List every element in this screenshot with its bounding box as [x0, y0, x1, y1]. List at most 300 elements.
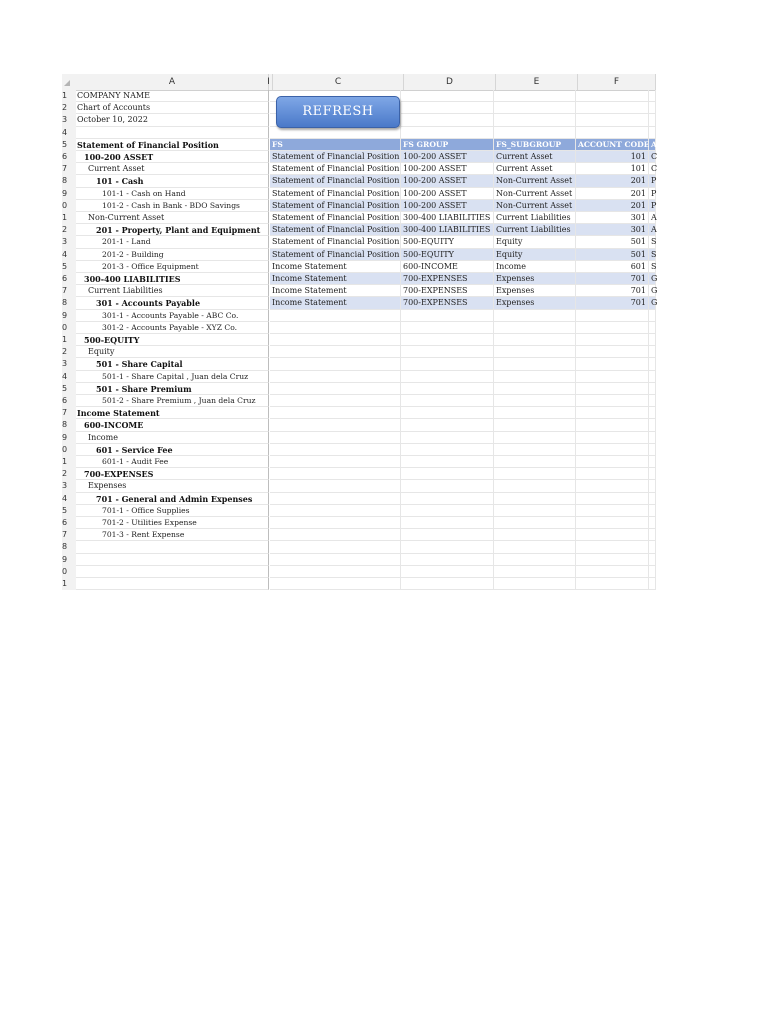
empty-cell[interactable]	[494, 322, 576, 334]
empty-cell[interactable]	[576, 554, 649, 566]
empty-cell[interactable]	[270, 554, 401, 566]
table-cell[interactable]: Expenses	[494, 285, 576, 297]
cell-a[interactable]: Non-Current Asset	[76, 212, 269, 224]
row-number[interactable]: 5	[62, 261, 76, 273]
cell-a[interactable]	[76, 541, 269, 553]
empty-cell[interactable]	[494, 114, 576, 126]
table-cell[interactable]: Non-Current Asset	[494, 175, 576, 187]
table-cell[interactable]: A	[649, 212, 656, 224]
cell-a[interactable]: Equity	[76, 346, 269, 358]
empty-cell[interactable]	[494, 456, 576, 468]
table-cell[interactable]: 100-200 ASSET	[401, 163, 494, 175]
cell-a[interactable]: 201-1 - Land	[76, 236, 269, 248]
row-number[interactable]: 2	[62, 468, 76, 480]
table-cell[interactable]: 100-200 ASSET	[401, 188, 494, 200]
cell-a[interactable]: Income Statement	[76, 407, 269, 419]
cell-a[interactable]	[76, 566, 269, 578]
table-cell[interactable]: 701	[576, 297, 649, 309]
row-number[interactable]: 7	[62, 407, 76, 419]
column-header-b[interactable]: I	[265, 74, 273, 90]
cell-a[interactable]: 201-3 - Office Equipment	[76, 261, 269, 273]
row-number[interactable]: 7	[62, 529, 76, 541]
cell-a[interactable]: 601 - Service Fee	[76, 444, 269, 456]
table-cell[interactable]: 501	[576, 249, 649, 261]
table-cell[interactable]: 101	[576, 163, 649, 175]
empty-cell[interactable]	[494, 493, 576, 505]
table-cell[interactable]: Current Liabilities	[494, 212, 576, 224]
row-number[interactable]: 5	[62, 505, 76, 517]
cell-a[interactable]: 101-1 - Cash on Hand	[76, 188, 269, 200]
cell-a[interactable]: Current Liabilities	[76, 285, 269, 297]
empty-cell[interactable]	[270, 419, 401, 431]
table-cell[interactable]: Income	[494, 261, 576, 273]
empty-cell[interactable]	[649, 432, 656, 444]
table-cell[interactable]: P	[649, 175, 656, 187]
sheet-row	[62, 212, 656, 224]
sheet-row	[62, 456, 656, 468]
cell-a[interactable]: Chart of Accounts	[76, 102, 269, 114]
table-cell[interactable]: P	[649, 188, 656, 200]
cell-a[interactable]: 101 - Cash	[76, 175, 269, 187]
empty-cell[interactable]	[649, 505, 656, 517]
cell-a[interactable]: Income	[76, 432, 269, 444]
table-cell[interactable]: 700-EXPENSES	[401, 297, 494, 309]
table-cell[interactable]: Statement of Financial Position	[270, 236, 401, 248]
empty-cell[interactable]	[494, 310, 576, 322]
empty-cell[interactable]	[270, 432, 401, 444]
cell-a[interactable]: 201 - Property, Plant and Equipment	[76, 224, 269, 236]
empty-cell[interactable]	[576, 529, 649, 541]
row-number[interactable]: 6	[62, 273, 76, 285]
row-number[interactable]: 8	[62, 175, 76, 187]
table-cell[interactable]: Income Statement	[270, 261, 401, 273]
empty-cell[interactable]	[649, 395, 656, 407]
table-cell[interactable]: G	[649, 297, 656, 309]
table-cell[interactable]: 700-EXPENSES	[401, 273, 494, 285]
empty-cell[interactable]	[576, 541, 649, 553]
row-number[interactable]: 0	[62, 444, 76, 456]
empty-cell[interactable]	[270, 395, 401, 407]
empty-cell[interactable]	[649, 127, 656, 139]
row-number[interactable]: 4	[62, 493, 76, 505]
empty-cell[interactable]	[494, 371, 576, 383]
row-number[interactable]: 9	[62, 432, 76, 444]
cell-a[interactable]: 501-1 - Share Capital , Juan dela Cruz	[76, 371, 269, 383]
sheet-row	[62, 285, 656, 297]
table-cell[interactable]: S	[649, 261, 656, 273]
row-number[interactable]: 3	[62, 114, 76, 126]
empty-cell[interactable]	[401, 468, 494, 480]
table-cell[interactable]: 100-200 ASSET	[401, 200, 494, 212]
empty-cell[interactable]	[576, 432, 649, 444]
column-header-d[interactable]: D	[404, 74, 496, 90]
empty-cell[interactable]	[401, 114, 494, 126]
row-number[interactable]: 4	[62, 249, 76, 261]
empty-cell[interactable]	[649, 493, 656, 505]
cell-a[interactable]: Expenses	[76, 480, 269, 492]
empty-cell[interactable]	[576, 444, 649, 456]
empty-cell[interactable]	[401, 480, 494, 492]
cell-a[interactable]: 301 - Accounts Payable	[76, 297, 269, 309]
empty-cell[interactable]	[401, 127, 494, 139]
empty-cell[interactable]	[649, 566, 656, 578]
row-number[interactable]: 2	[62, 224, 76, 236]
empty-cell[interactable]	[576, 407, 649, 419]
cell-a[interactable]	[76, 554, 269, 566]
sheet-row	[62, 505, 656, 517]
cell-a[interactable]	[76, 127, 269, 139]
table-cell[interactable]: Equity	[494, 236, 576, 248]
cell-a[interactable]: COMPANY NAME	[76, 90, 269, 102]
empty-cell[interactable]	[649, 358, 656, 370]
empty-cell[interactable]	[649, 407, 656, 419]
cell-a[interactable]: 100-200 ASSET	[76, 151, 269, 163]
row-number[interactable]: 0	[62, 322, 76, 334]
row-number[interactable]: 3	[62, 480, 76, 492]
sheet-row	[62, 224, 656, 236]
empty-cell[interactable]	[401, 578, 494, 590]
empty-cell[interactable]	[270, 407, 401, 419]
row-number[interactable]: 2	[62, 346, 76, 358]
table-cell[interactable]: Statement of Financial Position	[270, 163, 401, 175]
table-cell[interactable]: Statement of Financial Position	[270, 151, 401, 163]
row-number[interactable]: 1	[62, 456, 76, 468]
sheet-row	[62, 541, 656, 553]
empty-cell[interactable]	[494, 334, 576, 346]
empty-cell[interactable]	[494, 480, 576, 492]
row-number[interactable]: 0	[62, 566, 76, 578]
empty-cell[interactable]	[494, 383, 576, 395]
empty-cell[interactable]	[649, 480, 656, 492]
column-header-c[interactable]: C	[273, 74, 404, 90]
empty-cell[interactable]	[494, 419, 576, 431]
empty-cell[interactable]	[494, 541, 576, 553]
table-cell[interactable]: Equity	[494, 249, 576, 261]
empty-cell[interactable]	[270, 529, 401, 541]
table-cell[interactable]: 300-400 LIABILITIES	[401, 212, 494, 224]
row-number[interactable]: 4	[62, 371, 76, 383]
table-header-cell[interactable]: A	[649, 139, 656, 151]
empty-cell[interactable]	[576, 310, 649, 322]
column-header-e[interactable]: E	[496, 74, 578, 90]
table-cell[interactable]: Statement of Financial Position	[270, 212, 401, 224]
cell-a[interactable]: 600-INCOME	[76, 419, 269, 431]
empty-cell[interactable]	[494, 432, 576, 444]
empty-cell[interactable]	[649, 371, 656, 383]
row-number[interactable]: 3	[62, 236, 76, 248]
empty-cell[interactable]	[576, 395, 649, 407]
empty-cell[interactable]	[401, 102, 494, 114]
row-number[interactable]: 0	[62, 200, 76, 212]
empty-cell[interactable]	[576, 578, 649, 590]
empty-cell[interactable]	[576, 102, 649, 114]
empty-cell[interactable]	[270, 334, 401, 346]
table-cell[interactable]: 201	[576, 188, 649, 200]
empty-cell[interactable]	[270, 127, 401, 139]
row-number[interactable]: 8	[62, 419, 76, 431]
empty-cell[interactable]	[401, 529, 494, 541]
cell-a[interactable]: 601-1 - Audit Fee	[76, 456, 269, 468]
empty-cell[interactable]	[576, 505, 649, 517]
row-number[interactable]: 4	[62, 127, 76, 139]
empty-cell[interactable]	[576, 566, 649, 578]
row-number[interactable]: 5	[62, 383, 76, 395]
table-cell[interactable]: 500-EQUITY	[401, 249, 494, 261]
table-cell[interactable]: Expenses	[494, 273, 576, 285]
table-cell[interactable]: Expenses	[494, 297, 576, 309]
table-cell[interactable]: 501	[576, 236, 649, 248]
table-cell[interactable]: P	[649, 200, 656, 212]
table-cell[interactable]: A	[649, 224, 656, 236]
empty-cell[interactable]	[649, 468, 656, 480]
empty-cell[interactable]	[401, 419, 494, 431]
empty-cell[interactable]	[494, 566, 576, 578]
table-cell[interactable]: 700-EXPENSES	[401, 285, 494, 297]
cell-a[interactable]: 201-2 - Building	[76, 249, 269, 261]
empty-cell[interactable]	[401, 554, 494, 566]
row-number[interactable]: 2	[62, 102, 76, 114]
table-cell[interactable]: Current Asset	[494, 163, 576, 175]
table-cell[interactable]: 500-EQUITY	[401, 236, 494, 248]
empty-cell[interactable]	[494, 554, 576, 566]
table-cell[interactable]: S	[649, 249, 656, 261]
table-cell[interactable]: Statement of Financial Position	[270, 224, 401, 236]
table-cell[interactable]: Statement of Financial Position	[270, 200, 401, 212]
empty-cell[interactable]	[270, 493, 401, 505]
empty-cell[interactable]	[576, 371, 649, 383]
column-header-f[interactable]: F	[578, 74, 656, 90]
empty-cell[interactable]	[401, 310, 494, 322]
table-cell[interactable]: Current Liabilities	[494, 224, 576, 236]
table-header-cell[interactable]: FS GROUP	[401, 139, 494, 151]
cell-a[interactable]: 701 - General and Admin Expenses	[76, 493, 269, 505]
table-cell[interactable]: 301	[576, 224, 649, 236]
table-cell[interactable]: 100-200 ASSET	[401, 175, 494, 187]
empty-cell[interactable]	[401, 358, 494, 370]
row-number[interactable]: 1	[62, 578, 76, 590]
empty-cell[interactable]	[649, 383, 656, 395]
table-cell[interactable]: Current Asset	[494, 151, 576, 163]
table-cell[interactable]: 201	[576, 200, 649, 212]
table-cell[interactable]: Non-Current Asset	[494, 200, 576, 212]
row-number[interactable]: 3	[62, 358, 76, 370]
table-cell[interactable]: G	[649, 285, 656, 297]
table-cell[interactable]: G	[649, 273, 656, 285]
empty-cell[interactable]	[576, 456, 649, 468]
empty-cell[interactable]	[576, 517, 649, 529]
row-number[interactable]: 9	[62, 188, 76, 200]
cell-a[interactable]: Current Asset	[76, 163, 269, 175]
empty-cell[interactable]	[401, 346, 494, 358]
table-cell[interactable]: 601	[576, 261, 649, 273]
empty-cell[interactable]	[401, 334, 494, 346]
empty-cell[interactable]	[401, 90, 494, 102]
row-number[interactable]: 5	[62, 139, 76, 151]
empty-cell[interactable]	[576, 468, 649, 480]
empty-cell[interactable]	[270, 322, 401, 334]
row-number[interactable]: 9	[62, 554, 76, 566]
empty-cell[interactable]	[576, 127, 649, 139]
refresh-button[interactable]: REFRESH	[276, 96, 400, 128]
empty-cell[interactable]	[576, 480, 649, 492]
table-cell[interactable]: 100-200 ASSET	[401, 151, 494, 163]
empty-cell[interactable]	[494, 407, 576, 419]
table-cell[interactable]: Income Statement	[270, 273, 401, 285]
empty-cell[interactable]	[401, 432, 494, 444]
empty-cell[interactable]	[649, 102, 656, 114]
table-header-cell[interactable]: ACCOUNT CODE	[576, 139, 649, 151]
empty-cell[interactable]	[649, 322, 656, 334]
row-number[interactable]: 1	[62, 334, 76, 346]
empty-cell[interactable]	[401, 383, 494, 395]
sheet-row	[62, 127, 656, 139]
empty-cell[interactable]	[270, 578, 401, 590]
empty-cell[interactable]	[649, 346, 656, 358]
empty-cell[interactable]	[401, 371, 494, 383]
cell-a[interactable]: 701-1 - Office Supplies	[76, 505, 269, 517]
cell-a[interactable]: 701-2 - Utilities Expense	[76, 517, 269, 529]
table-cell[interactable]: Statement of Financial Position	[270, 249, 401, 261]
empty-cell[interactable]	[401, 322, 494, 334]
table-cell[interactable]: C	[649, 163, 656, 175]
empty-cell[interactable]	[270, 346, 401, 358]
row-number[interactable]: 1	[62, 212, 76, 224]
cell-a[interactable]: 101-2 - Cash in Bank - BDO Savings	[76, 200, 269, 212]
table-cell[interactable]: Statement of Financial Position	[270, 188, 401, 200]
empty-cell[interactable]	[401, 566, 494, 578]
empty-cell[interactable]	[649, 517, 656, 529]
empty-cell[interactable]	[649, 419, 656, 431]
cell-a[interactable]: 501-2 - Share Premium , Juan dela Cruz	[76, 395, 269, 407]
cell-a[interactable]: 501 - Share Capital	[76, 358, 269, 370]
empty-cell[interactable]	[494, 529, 576, 541]
empty-cell[interactable]	[494, 358, 576, 370]
row-number[interactable]: 6	[62, 395, 76, 407]
empty-cell[interactable]	[494, 395, 576, 407]
empty-cell[interactable]	[270, 371, 401, 383]
empty-cell[interactable]	[494, 517, 576, 529]
cell-a[interactable]: 500-EQUITY	[76, 334, 269, 346]
empty-cell[interactable]	[270, 566, 401, 578]
table-cell[interactable]: 301	[576, 212, 649, 224]
table-cell[interactable]: Income Statement	[270, 285, 401, 297]
cell-a[interactable]: 700-EXPENSES	[76, 468, 269, 480]
empty-cell[interactable]	[401, 541, 494, 553]
empty-cell[interactable]	[494, 505, 576, 517]
empty-cell[interactable]	[494, 127, 576, 139]
select-all-corner[interactable]	[64, 80, 70, 86]
cell-a[interactable]: 501 - Share Premium	[76, 383, 269, 395]
sheet-row	[62, 261, 656, 273]
row-number[interactable]: 7	[62, 163, 76, 175]
row-number[interactable]: 8	[62, 297, 76, 309]
empty-cell[interactable]	[649, 334, 656, 346]
empty-cell[interactable]	[649, 310, 656, 322]
empty-cell[interactable]	[270, 517, 401, 529]
empty-cell[interactable]	[494, 444, 576, 456]
cell-a[interactable]: Statement of Financial Position	[76, 139, 269, 151]
empty-cell[interactable]	[270, 310, 401, 322]
empty-cell[interactable]	[649, 114, 656, 126]
empty-cell[interactable]	[649, 554, 656, 566]
row-number[interactable]: 7	[62, 285, 76, 297]
empty-cell[interactable]	[270, 480, 401, 492]
empty-cell[interactable]	[270, 444, 401, 456]
column-header-a[interactable]: A	[76, 74, 269, 90]
cell-a[interactable]: October 10, 2022	[76, 114, 269, 126]
table-cell[interactable]: 201	[576, 175, 649, 187]
empty-cell[interactable]	[401, 505, 494, 517]
empty-cell[interactable]	[576, 90, 649, 102]
table-cell[interactable]: 701	[576, 285, 649, 297]
empty-cell[interactable]	[401, 444, 494, 456]
table-header-cell[interactable]: FS	[270, 139, 401, 151]
cell-a[interactable]: 301-1 - Accounts Payable - ABC Co.	[76, 310, 269, 322]
empty-cell[interactable]	[576, 419, 649, 431]
empty-cell[interactable]	[270, 358, 401, 370]
empty-cell[interactable]	[576, 383, 649, 395]
empty-cell[interactable]	[401, 517, 494, 529]
empty-cell[interactable]	[494, 578, 576, 590]
empty-cell[interactable]	[401, 493, 494, 505]
table-cell[interactable]: S	[649, 236, 656, 248]
table-cell[interactable]: Non-Current Asset	[494, 188, 576, 200]
empty-cell[interactable]	[649, 578, 656, 590]
table-cell[interactable]: 101	[576, 151, 649, 163]
empty-cell[interactable]	[494, 90, 576, 102]
empty-cell[interactable]	[401, 407, 494, 419]
cell-a[interactable]: 701-3 - Rent Expense	[76, 529, 269, 541]
table-cell[interactable]: 701	[576, 273, 649, 285]
row-number[interactable]: 9	[62, 310, 76, 322]
empty-cell[interactable]	[270, 456, 401, 468]
empty-cell[interactable]	[270, 505, 401, 517]
table-header-cell[interactable]: FS_SUBGROUP	[494, 139, 576, 151]
row-number[interactable]: 1	[62, 90, 76, 102]
row-number[interactable]: 6	[62, 151, 76, 163]
empty-cell[interactable]	[494, 468, 576, 480]
table-cell[interactable]: 600-INCOME	[401, 261, 494, 273]
row-number[interactable]: 6	[62, 517, 76, 529]
empty-cell[interactable]	[576, 493, 649, 505]
cell-a[interactable]	[76, 578, 269, 590]
empty-cell[interactable]	[576, 114, 649, 126]
row-number[interactable]: 8	[62, 541, 76, 553]
empty-cell[interactable]	[494, 102, 576, 114]
empty-cell[interactable]	[649, 456, 656, 468]
empty-cell[interactable]	[401, 395, 494, 407]
empty-cell[interactable]	[270, 468, 401, 480]
cell-a[interactable]: 301-2 - Accounts Payable - XYZ Co.	[76, 322, 269, 334]
empty-cell[interactable]	[576, 334, 649, 346]
empty-cell[interactable]	[494, 346, 576, 358]
empty-cell[interactable]	[270, 541, 401, 553]
empty-cell[interactable]	[649, 444, 656, 456]
table-cell[interactable]: C	[649, 151, 656, 163]
empty-cell[interactable]	[649, 529, 656, 541]
cell-a[interactable]: 300-400 LIABILITIES	[76, 273, 269, 285]
empty-cell[interactable]	[576, 322, 649, 334]
empty-cell[interactable]	[401, 456, 494, 468]
empty-cell[interactable]	[576, 346, 649, 358]
empty-cell[interactable]	[270, 383, 401, 395]
table-cell[interactable]: Income Statement	[270, 297, 401, 309]
empty-cell[interactable]	[649, 541, 656, 553]
table-cell[interactable]: Statement of Financial Position	[270, 175, 401, 187]
empty-cell[interactable]	[576, 358, 649, 370]
table-cell[interactable]: 300-400 LIABILITIES	[401, 224, 494, 236]
empty-cell[interactable]	[649, 90, 656, 102]
